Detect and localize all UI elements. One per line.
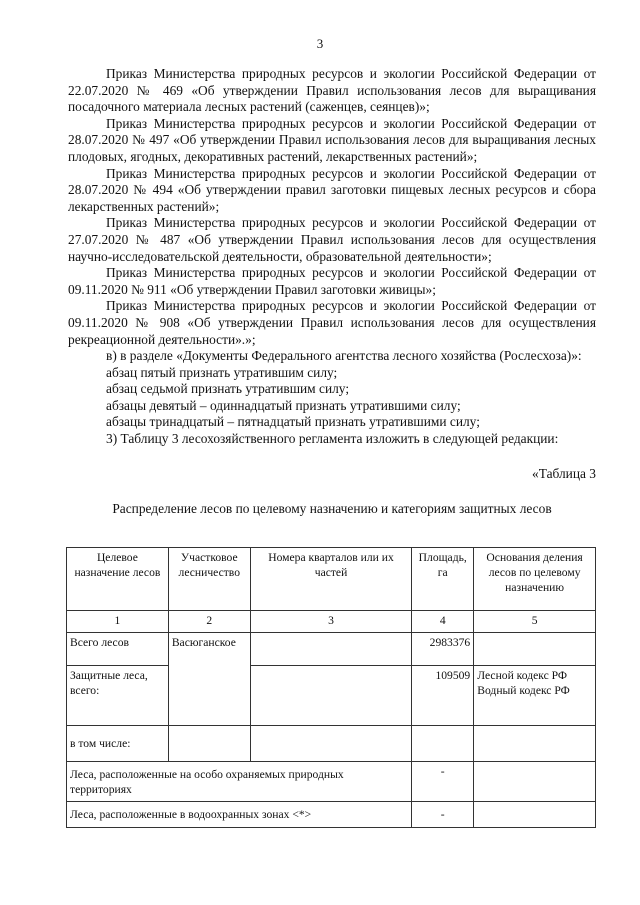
cell-basis (474, 726, 596, 762)
table-row-protective (67, 666, 596, 726)
cell-basis (474, 762, 596, 802)
table-row-all-forests (67, 633, 596, 666)
paragraph-order-494: Приказ Министерства природных ресурсов и экологии Российской Федерации от 28.07.2020 № 494 «Об утверждении правил заготовки пищевых лесных ресурсов и сбора лекарственных растений»; (68, 165, 596, 214)
indented-line-2: абзац седьмой признать утратившим силу; (106, 381, 350, 397)
table-title: Распределение лесов по целевому назначению и категориям защитных лесов (112, 501, 552, 516)
cell-basis (474, 666, 596, 726)
header-purpose: Целевое назначение лесов (67, 548, 169, 611)
indented-line-3: абзацы девятый – одиннадцатый признать утратившими силу; (106, 397, 461, 413)
paragraph-order-908: Приказ Министерства природных ресурсов и экологии Российской Федерации от 09.11.2020 № 908 «Об утверждении Правил использования лесов для осуществления рекреационной деятельности».»; (68, 298, 596, 347)
table-header-row (67, 548, 596, 611)
forest-distribution-table (66, 547, 596, 828)
cell-area: - (412, 762, 474, 802)
column-number: 3 (250, 611, 412, 633)
indented-line-1: абзац пятый признать утратившим силу; (106, 364, 338, 380)
page-number: 3 (316, 36, 324, 51)
table-label: «Таблица 3 (532, 465, 596, 481)
cell-basis (474, 633, 596, 666)
paragraph-order-469: Приказ Министерства природных ресурсов и экологии Российской Федерации от 22.07.2020 № 469 «Об утверждении Правил использования лесов для выращивания посадочного материала лесных растений (саженцев, сеянцев)»; (68, 66, 596, 115)
cell-label: Леса, расположенные в водоохранных зонах <*> (67, 802, 412, 828)
cell-forestry (168, 726, 250, 762)
paragraph-order-497: Приказ Министерства природных ресурсов и экологии Российской Федерации от 28.07.2020 № 497 «Об утверждении Правил использования лесов для выращивания лесных плодовых, ягодных, декоративных растений, лекарственных растений»; (68, 115, 596, 164)
header-area: Площадь, га (412, 548, 474, 611)
column-number-row (67, 611, 596, 633)
cell-area: - (412, 802, 474, 828)
table-row-water-zones (67, 802, 596, 828)
cell-label: Защитные леса, всего: (67, 666, 169, 726)
paragraph-section-v: в) в разделе «Документы Федерального агентства лесного хозяйства (Рослесхоза)»: (106, 348, 582, 364)
item-3-line: 3) Таблицу 3 лесохозяйственного регламента изложить в следующей редакции: (106, 431, 559, 447)
table-row-protected-areas (67, 762, 596, 802)
cell-quarters (250, 726, 412, 762)
column-number: 5 (474, 611, 596, 633)
indented-line-4: абзацы тринадцатый – пятнадцатый признать утратившими силу; (106, 414, 480, 430)
cell-forestry: Васюганское (168, 633, 250, 726)
header-basis: Основания деления лесов по целевому назначению (474, 548, 596, 611)
cell-label: Всего лесов (67, 633, 169, 666)
column-number: 2 (168, 611, 250, 633)
header-forestry: Участковое лесничество (168, 548, 250, 611)
cell-label: в том числе: (67, 726, 169, 762)
cell-area: 109509 (412, 666, 474, 726)
table-row-including (67, 726, 596, 762)
column-number: 1 (67, 611, 169, 633)
document-body (68, 66, 596, 482)
column-number: 4 (412, 611, 474, 633)
basis-line: Водный кодекс РФ (477, 684, 570, 697)
header-quarters: Номера кварталов или их частей (250, 548, 412, 611)
cell-basis (474, 802, 596, 828)
cell-quarters (250, 666, 412, 726)
basis-line: Лесной кодекс РФ (477, 669, 568, 682)
cell-area: 2983376 (412, 633, 474, 666)
paragraph-order-487: Приказ Министерства природных ресурсов и экологии Российской Федерации от 27.07.2020 № 487 «Об утверждении Правил использования лесов для осуществления научно-исследовательской деятельности, образовательной деятельности»; (68, 215, 596, 264)
cell-area (412, 726, 474, 762)
paragraph-order-911: Приказ Министерства природных ресурсов и экологии Российской Федерации от 09.11.2020 № 911 «Об утверждении Правил заготовки живицы»; (68, 265, 596, 297)
cell-label: Леса, расположенные на особо охраняемых природных территориях (67, 762, 412, 802)
cell-quarters (250, 633, 412, 666)
